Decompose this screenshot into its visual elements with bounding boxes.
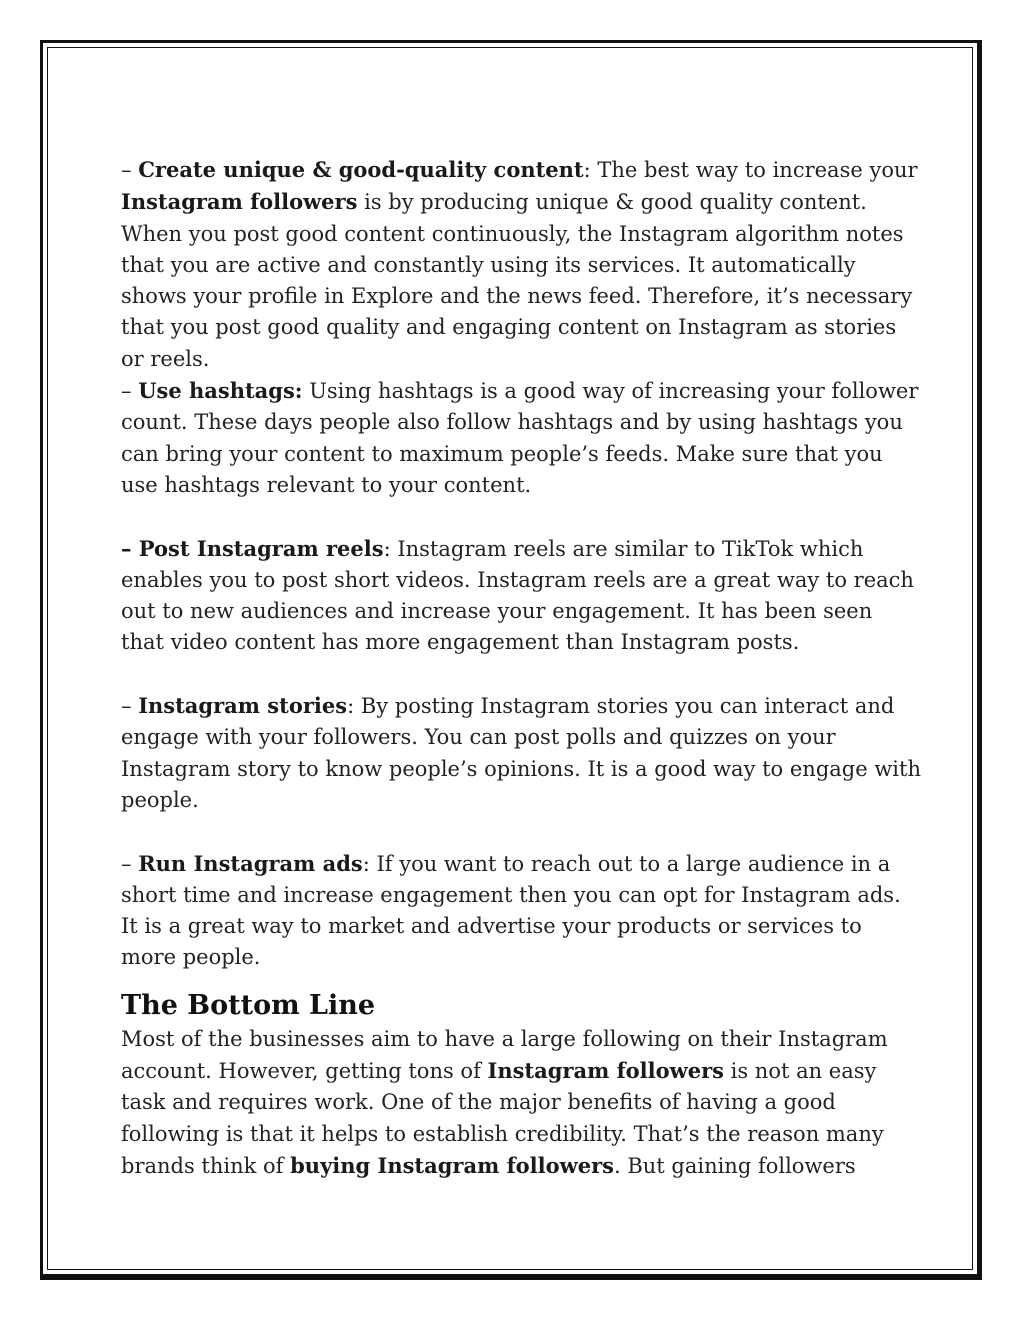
paragraph-gap — [121, 501, 921, 532]
paragraph-title: Use hashtags: — [138, 378, 303, 404]
paragraph-instagram-stories — [121, 690, 921, 816]
paragraph-title: – Post Instagram reels — [121, 535, 384, 561]
separator: : — [583, 158, 591, 182]
separator: : — [347, 694, 355, 719]
page-border-shadow-right — [978, 40, 982, 1278]
bold-keyword: Instagram followers — [121, 189, 358, 215]
paragraph-run-ads — [121, 848, 921, 974]
page-border-shadow-bottom — [40, 1276, 982, 1280]
paragraph-gap — [121, 659, 921, 690]
bullet-dash: – — [121, 379, 139, 404]
bullet-dash: – — [121, 158, 139, 182]
paragraph-create-content — [121, 154, 921, 375]
bold-keyword: Instagram followers — [487, 1058, 724, 1084]
separator: : — [362, 851, 370, 876]
paragraph-text: . But gaining followers — [613, 1153, 856, 1178]
paragraph-title: Instagram stories — [138, 693, 348, 719]
section-heading-bottom-line: The Bottom Line — [121, 989, 376, 1021]
paragraph-text: is by producing unique & good quality content. When you post good content continuously, the Instagram algorithm notes that you are active and constantly using its services. It automatically shows your profile in Explore and the news feed. Therefore, it’s necessary that you post good quality and engaging content on Instagram as stories or reels. — [121, 190, 913, 371]
bullet-dash: – — [121, 694, 139, 719]
paragraph-title: Create unique & good-quality content — [138, 157, 584, 182]
paragraph-text: is not an easy task and requires work. One of the major benefits of having a good following is that it helps to establish credibility. That’s the reason many brands think of — [121, 1059, 884, 1178]
bold-keyword: buying Instagram followers — [290, 1152, 614, 1178]
paragraph-title: Run Instagram ads — [138, 850, 363, 876]
paragraph-text: Most of the businesses aim to have a large following on their Instagram account. However, getting tons of — [121, 1026, 888, 1084]
paragraph-text: If you want to reach out to a large audience in a short time and increase engagement then you can opt for Instagram ads. It is a great way to market and advertise your products or services to more people. — [121, 851, 901, 970]
paragraph-gap — [121, 816, 921, 847]
separator: : — [383, 536, 391, 561]
paragraph-post-reels — [121, 533, 921, 659]
document-body — [121, 154, 921, 1182]
paragraph-text: Using hashtags is a good way of increasing your follower count. These days people also follow hashtags and by using hashtags you can bring your content to maximum people’s feeds. Make sure that you use hashtags relevant to your content. — [121, 379, 919, 497]
bullet-dash: – — [121, 851, 139, 876]
paragraph-text: By posting Instagram stories you can interact and engage with your followers. You can post polls and quizzes on your Instagram story to know people’s opinions. It is a good way to engage with people. — [121, 694, 921, 812]
paragraph-bottom-line — [121, 1024, 921, 1182]
paragraph-text: The best way to increase your — [590, 158, 918, 182]
paragraph-use-hashtags — [121, 375, 921, 501]
paragraph-text: Instagram reels are similar to TikTok which enables you to post short videos. Instagram reels are a great way to reach out to new audiences and increase your engagement. It has been seen that video content has more engagement than Instagram posts. — [121, 536, 914, 655]
